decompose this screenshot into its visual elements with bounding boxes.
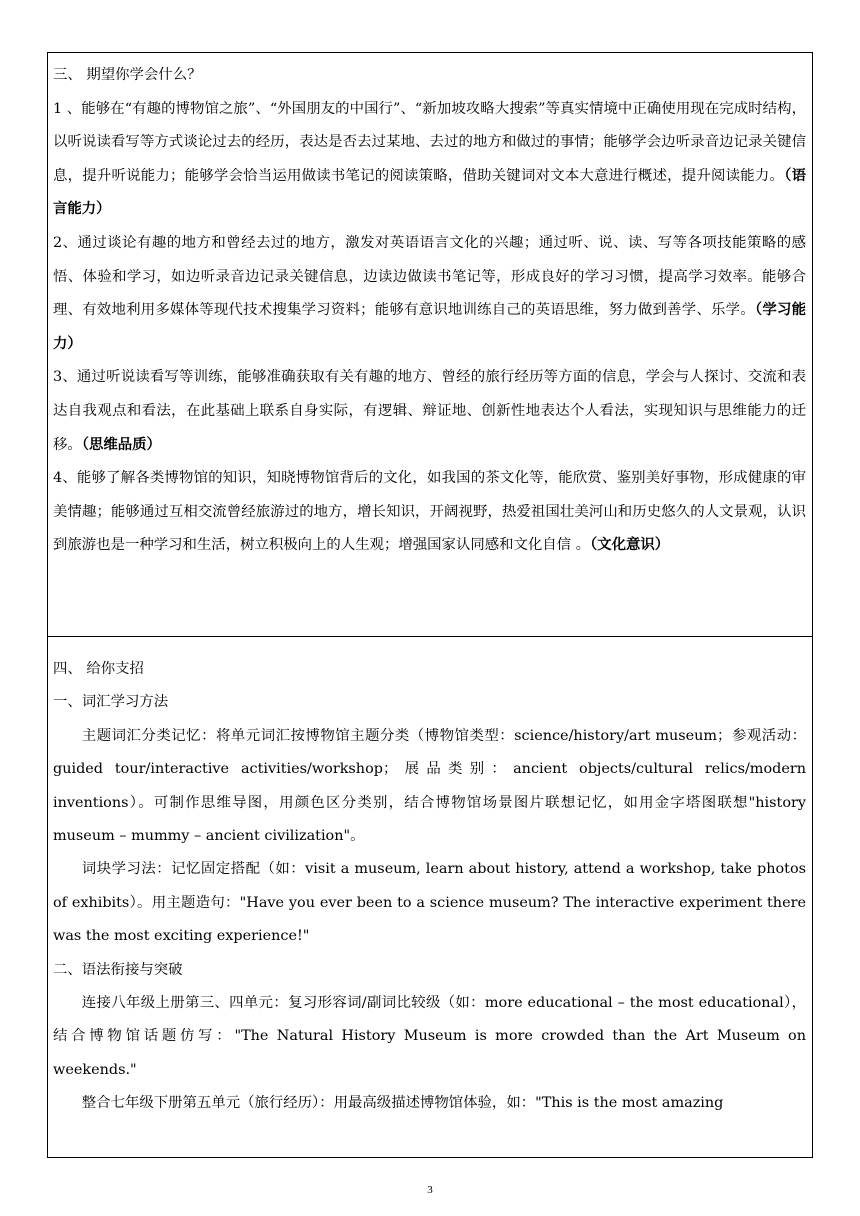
content-table xyxy=(47,52,813,1158)
vocab-paragraph-1: 主题词汇分类记忆：将单元词汇按博物馆主题分类（博物馆类型：science/history/art museum；参观活动：guided tour/interactive activities/workshop；展品类别：ancient objects/cultural relics/modern inventions）。可制作思维导图，用颜色区分类别，结合博物馆场景图片联想记忆，如用金字塔图联想"history museum – mummy – ancient civilization"。 xyxy=(53,727,806,845)
objective-4-tag: （文化意识） xyxy=(590,537,670,554)
objective-3-tag: （思维品质） xyxy=(81,436,161,453)
grammar-paragraph-2: 整合七年级下册第五单元（旅行经历）：用最高级描述博物馆体验，如："This is the most amazing xyxy=(81,1095,724,1112)
section-3-cell xyxy=(48,53,812,637)
grammar-subheading: 二、语法衔接与突破 xyxy=(53,961,183,978)
vocab-paragraph-2: 词块学习法：记忆固定搭配（如：visit a museum, learn about history, attend a workshop, take photos of exhibits）。用主题造句："Have you ever been to a science museum? The interactive experiment there was the most exciting experience!" xyxy=(53,861,806,945)
section-4-heading: 四、 给你支招 xyxy=(53,661,144,677)
page-number: 3 xyxy=(427,1184,433,1196)
objective-2: 2、通过谈论有趣的地方和曾经去过的地方，激发对英语语言文化的兴趣；通过听、说、读、写等各项技能策略的感悟、体验和学习，如边听录音边记录关键信息，边读边做读书笔记等，形成良好的学习习惯，提高学习效率。能够合理、有效地利用多媒体等现代技术搜集学习资料；能够有意识地训练自己的英语思维，努力做到善学、乐学。（学习能力） xyxy=(53,234,806,352)
objective-2-tag: （学习能力） xyxy=(53,302,806,352)
objective-4: 4、能够了解各类博物馆的知识，知晓博物馆背后的文化，如我国的茶文化等，能欣赏、鉴别美好事物，形成健康的审美情趣；能够通过互相交流曾经旅游过的地方，增长知识，开阔视野，热爱祖国壮美河山和历史悠久的人文景观，认识到旅游也是一种学习和生活，树立积极向上的人生观；增强国家认同感和文化自信 。（文化意识） xyxy=(53,470,806,554)
section-4-cell xyxy=(48,637,812,1157)
objective-1-tag: （语言能力） xyxy=(53,167,806,218)
section-3-heading: 三、 期望你学会什么？ xyxy=(53,67,202,83)
grammar-paragraph-1: 连接八年级上册第三、四单元：复习形容词/副词比较级（如：more educational – the most educational），结合博物馆话题仿写："The Natural History Museum is more crowded than the Art Museum on weekends." xyxy=(53,995,806,1078)
vocab-subheading: 一、词汇学习方法 xyxy=(53,694,169,711)
objective-3: 3、通过听说读看写等训练，能够准确获取有关有趣的地方、曾经的旅行经历等方面的信息，学会与人探讨、交流和表达自我观点和看法，在此基础上联系自身实际，有逻辑、辩证地、创新性地表达个人看法，实现知识与思维能力的迁移。（思维品质） xyxy=(53,369,806,453)
objective-1: 1 、能够在“有趣的博物馆之旅”、“外国朋友的中国行”、“新加坡攻略大搜索”等真实情境中正确使用现在完成时结构，以听说读看写等方式谈论过去的经历，表达是否去过某地、去过的地方和做过的事情；能够学会边听录音边记录关键信息，提升听说能力；能够学会恰当运用做读书笔记的阅读策略，借助关键词对文本大意进行概述，提升阅读能力。（语言能力） xyxy=(53,100,806,218)
